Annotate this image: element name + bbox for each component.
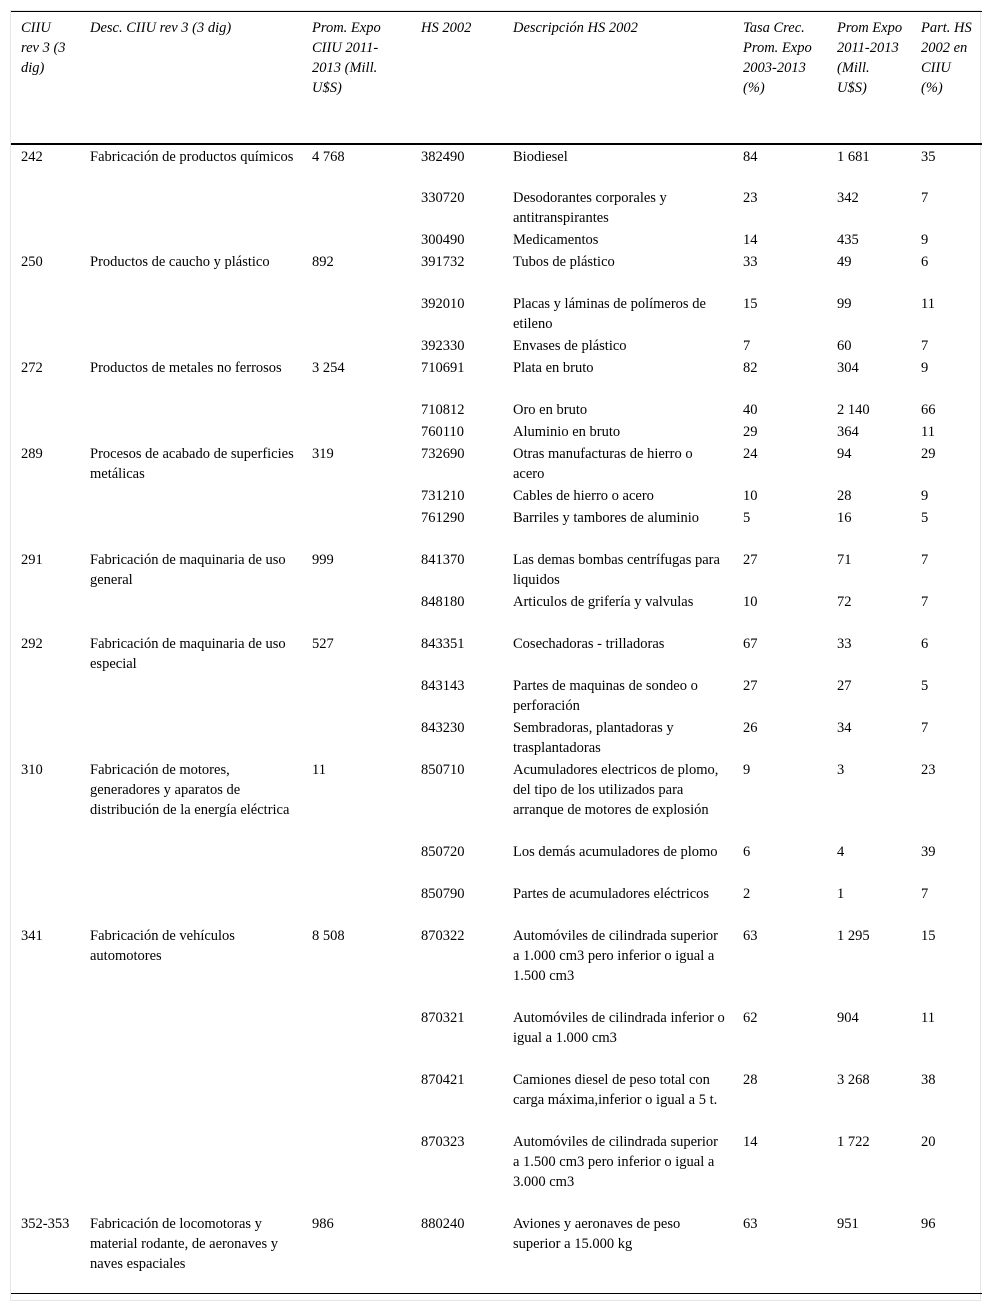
cell-tasa-crec: 14 <box>743 231 758 248</box>
cell-prom-expo-hs: 34 <box>837 719 852 736</box>
cell-prom-expo-ciiu <box>302 716 411 758</box>
cell-ciiu: 250 <box>21 253 43 270</box>
cell-prom-expo-ciiu <box>302 228 411 250</box>
table-row <box>11 1212 982 1294</box>
table-row <box>11 442 982 484</box>
table-row <box>11 590 982 632</box>
cell-desc-ciiu: Productos de metales no ferrosos <box>90 359 282 376</box>
cell-hs: 300490 <box>421 231 465 248</box>
cell-part-hs: 29 <box>921 445 936 462</box>
cell-hs: 870322 <box>421 927 465 944</box>
table-container <box>10 10 981 1301</box>
table-row <box>11 1068 982 1130</box>
cell-prom-expo-hs: 72 <box>837 593 852 610</box>
cell-ciiu <box>11 1006 80 1068</box>
table-row <box>11 840 982 882</box>
cell-desc-hs: Plata en bruto <box>513 359 594 376</box>
table-row <box>11 548 982 590</box>
cell-hs: 870323 <box>421 1133 465 1150</box>
cell-part-hs: 7 <box>921 593 929 610</box>
cell-prom-expo-hs: 49 <box>837 253 852 270</box>
cell-ciiu <box>11 716 80 758</box>
cell-ciiu <box>11 1068 80 1130</box>
cell-prom-expo-ciiu: 527 <box>312 635 334 652</box>
cell-desc-hs: Cables de hierro o acero <box>513 487 654 504</box>
cell-desc-hs: Tubos de plástico <box>513 253 615 270</box>
cell-desc-ciiu <box>80 506 302 548</box>
cell-tasa-crec: 29 <box>743 423 758 440</box>
cell-desc-ciiu <box>80 334 302 356</box>
cell-prom-expo-hs: 364 <box>837 423 859 440</box>
cell-desc-hs: Camiones diesel de peso total con carga máxima,inferior o igual a 5 t. <box>513 1071 718 1108</box>
cell-desc-ciiu <box>80 292 302 334</box>
cell-prom-expo-ciiu <box>302 1130 411 1212</box>
cell-desc-hs: Medicamentos <box>513 231 599 248</box>
table-row <box>11 334 982 356</box>
cell-desc-hs: Automóviles de cilindrada superior a 1.500 cm3 pero inferior o igual a 3.000 cm3 <box>513 1133 718 1190</box>
cell-desc-hs: Las demas bombas centrífugas para liquidos <box>513 551 720 588</box>
cell-hs: 330720 <box>421 189 465 206</box>
cell-prom-expo-ciiu: 986 <box>302 1212 411 1294</box>
cell-hs: 760110 <box>421 423 464 440</box>
cell-part-hs: 11 <box>921 1009 935 1026</box>
cell-desc-ciiu: Fabricación de maquinaria de uso especial <box>90 635 286 672</box>
cell-tasa-crec: 5 <box>743 509 751 526</box>
header-row <box>11 12 982 144</box>
cell-tasa-crec: 84 <box>743 148 758 165</box>
cell-desc-ciiu <box>80 1006 302 1068</box>
cell-ciiu <box>11 334 80 356</box>
cell-prom-expo-hs: 435 <box>837 231 859 248</box>
header-ciiu: CIIU rev 3 (3 dig) <box>11 12 80 144</box>
cell-hs: 841370 <box>421 551 465 568</box>
cell-hs: 392010 <box>421 295 465 312</box>
cell-desc-ciiu <box>80 186 302 228</box>
cell-desc-hs: Acumuladores electricos de plomo, del tipo de los utilizados para arranque de motores de explosión <box>513 761 719 818</box>
cell-desc-hs: Automóviles de cilindrada inferior o igual a 1.000 cm3 <box>513 1009 725 1046</box>
cell-tasa-crec: 9 <box>743 761 751 778</box>
cell-ciiu <box>11 590 80 632</box>
header-tasa-crec: Tasa Crec. Prom. Expo 2003-2013 (%) <box>733 12 827 144</box>
cell-prom-expo-ciiu <box>302 506 411 548</box>
cell-desc-ciiu <box>80 398 302 420</box>
cell-prom-expo-hs: 94 <box>837 445 852 462</box>
table-row <box>11 420 982 442</box>
cell-ciiu <box>11 840 80 882</box>
table-row <box>11 356 982 398</box>
table-header <box>11 12 982 144</box>
cell-desc-hs: Otras manufacturas de hierro o acero <box>513 445 693 482</box>
cell-part-hs: 20 <box>921 1133 936 1150</box>
cell-prom-expo-hs: 1 681 <box>837 148 870 165</box>
cell-tasa-crec: 10 <box>743 487 758 504</box>
cell-desc-hs: Aviones y aeronaves de peso superior a 15.000 kg <box>503 1212 733 1294</box>
cell-hs: 710812 <box>421 401 465 418</box>
cell-hs: 382490 <box>421 148 465 165</box>
cell-ciiu <box>11 1130 80 1212</box>
cell-prom-expo-hs: 951 <box>827 1212 911 1294</box>
table-row <box>11 398 982 420</box>
cell-hs: 732690 <box>421 445 465 462</box>
cell-hs: 870321 <box>421 1009 465 1026</box>
cell-prom-expo-ciiu <box>302 398 411 420</box>
table-row <box>11 924 982 1006</box>
cell-prom-expo-hs: 16 <box>837 509 852 526</box>
cell-prom-expo-ciiu <box>302 186 411 228</box>
cell-tasa-crec: 14 <box>743 1133 758 1150</box>
cell-desc-ciiu <box>80 1068 302 1130</box>
cell-desc-hs: Oro en bruto <box>513 401 588 418</box>
cell-part-hs: 23 <box>921 761 936 778</box>
cell-ciiu <box>11 484 80 506</box>
cell-desc-hs: Automóviles de cilindrada superior a 1.000 cm3 pero inferior o igual a 1.500 cm3 <box>513 927 718 984</box>
cell-desc-ciiu: Fabricación de maquinaria de uso general <box>90 551 286 588</box>
cell-part-hs: 96 <box>911 1212 982 1294</box>
cell-part-hs: 7 <box>921 189 929 206</box>
header-prom-expo-hs: Prom Expo 2011-2013 (Mill. U$S) <box>827 12 911 144</box>
cell-prom-expo-ciiu: 8 508 <box>312 927 345 944</box>
cell-part-hs: 15 <box>921 927 936 944</box>
cell-desc-hs: Articulos de grifería y valvulas <box>513 593 694 610</box>
table-row <box>11 228 982 250</box>
cell-tasa-crec: 2 <box>743 885 751 902</box>
cell-prom-expo-ciiu: 892 <box>312 253 334 270</box>
cell-prom-expo-hs: 1 <box>837 885 845 902</box>
cell-part-hs: 6 <box>921 253 929 270</box>
cell-ciiu: 291 <box>21 551 43 568</box>
cell-ciiu: 242 <box>21 148 43 165</box>
cell-part-hs: 7 <box>921 719 929 736</box>
cell-hs: 392330 <box>421 337 465 354</box>
cell-tasa-crec: 28 <box>743 1071 758 1088</box>
cell-ciiu <box>11 292 80 334</box>
cell-prom-expo-ciiu: 4 768 <box>312 148 345 165</box>
cell-ciiu: 341 <box>21 927 43 944</box>
cell-hs: 880240 <box>411 1212 503 1294</box>
cell-desc-ciiu <box>80 420 302 442</box>
cell-part-hs: 9 <box>921 359 929 376</box>
table-row <box>11 186 982 228</box>
cell-desc-hs: Envases de plástico <box>513 337 627 354</box>
cell-prom-expo-hs: 304 <box>837 359 859 376</box>
cell-tasa-crec: 6 <box>743 843 751 860</box>
cell-prom-expo-ciiu <box>302 1006 411 1068</box>
cell-ciiu <box>11 228 80 250</box>
cell-tasa-crec: 67 <box>743 635 758 652</box>
cell-prom-expo-hs: 4 <box>837 843 845 860</box>
cell-part-hs: 7 <box>921 337 929 354</box>
cell-desc-ciiu <box>80 1130 302 1212</box>
cell-ciiu <box>11 882 80 924</box>
cell-part-hs: 35 <box>921 148 936 165</box>
cell-tasa-crec: 63 <box>743 927 758 944</box>
cell-ciiu: 310 <box>21 761 43 778</box>
cell-prom-expo-ciiu <box>302 420 411 442</box>
cell-tasa-crec: 82 <box>743 359 758 376</box>
cell-desc-ciiu: Fabricación de motores, generadores y aparatos de distribución de la energía eléctrica <box>90 761 290 818</box>
cell-tasa-crec: 24 <box>743 445 758 462</box>
cell-prom-expo-ciiu <box>302 840 411 882</box>
table-row <box>11 144 982 186</box>
cell-prom-expo-ciiu <box>302 1068 411 1130</box>
cell-desc-ciiu <box>80 590 302 632</box>
cell-desc-ciiu <box>80 484 302 506</box>
cell-prom-expo-hs: 342 <box>837 189 859 206</box>
cell-ciiu: 292 <box>21 635 43 652</box>
cell-hs: 850790 <box>421 885 465 902</box>
cell-hs: 843230 <box>421 719 465 736</box>
cell-desc-ciiu: Fabricación de productos químicos <box>90 148 294 165</box>
cell-tasa-crec: 62 <box>743 1009 758 1026</box>
table-row <box>11 674 982 716</box>
header-desc-hs: Descripción HS 2002 <box>503 12 733 144</box>
cell-ciiu <box>11 420 80 442</box>
cell-part-hs: 7 <box>921 885 929 902</box>
cell-ciiu <box>11 674 80 716</box>
cell-tasa-crec: 15 <box>743 295 758 312</box>
cell-hs: 843351 <box>421 635 465 652</box>
cell-desc-hs: Sembradoras, plantadoras y trasplantadoras <box>513 719 674 756</box>
cell-tasa-crec: 63 <box>733 1212 827 1294</box>
cell-hs: 391732 <box>421 253 465 270</box>
cell-desc-ciiu <box>80 840 302 882</box>
cell-prom-expo-hs: 28 <box>837 487 852 504</box>
cell-ciiu: 352-353 <box>11 1212 80 1294</box>
header-prom-expo-ciiu: Prom. Expo CIIU 2011-2013 (Mill. U$S) <box>302 12 411 144</box>
table-row <box>11 1006 982 1068</box>
cell-part-hs: 38 <box>921 1071 936 1088</box>
cell-tasa-crec: 23 <box>743 189 758 206</box>
header-part-hs: Part. HS 2002 en CIIU (%) <box>911 12 982 144</box>
cell-hs: 710691 <box>421 359 465 376</box>
table-row <box>11 292 982 334</box>
cell-tasa-crec: 10 <box>743 593 758 610</box>
cell-desc-hs: Aluminio en bruto <box>513 423 621 440</box>
cell-tasa-crec: 26 <box>743 719 758 736</box>
cell-part-hs: 66 <box>921 401 936 418</box>
cell-desc-ciiu <box>80 882 302 924</box>
cell-hs: 850720 <box>421 843 465 860</box>
cell-part-hs: 11 <box>921 295 935 312</box>
table-row <box>11 484 982 506</box>
cell-tasa-crec: 27 <box>743 551 758 568</box>
cell-ciiu <box>11 506 80 548</box>
cell-prom-expo-hs: 27 <box>837 677 852 694</box>
cell-prom-expo-hs: 3 268 <box>837 1071 870 1088</box>
cell-desc-hs: Los demás acumuladores de plomo <box>513 843 718 860</box>
cell-hs: 850710 <box>421 761 465 778</box>
cell-part-hs: 39 <box>921 843 936 860</box>
cell-prom-expo-ciiu <box>302 484 411 506</box>
cell-prom-expo-hs: 99 <box>837 295 852 312</box>
cell-prom-expo-hs: 1 295 <box>837 927 870 944</box>
cell-prom-expo-hs: 1 722 <box>837 1133 870 1150</box>
cell-part-hs: 9 <box>921 231 929 248</box>
cell-hs: 848180 <box>421 593 465 610</box>
cell-part-hs: 7 <box>921 551 929 568</box>
cell-prom-expo-ciiu: 11 <box>312 761 326 778</box>
cell-desc-ciiu: Fabricación de locomotoras y material rodante, de aeronaves y naves espaciales <box>80 1212 302 1294</box>
cell-ciiu <box>11 186 80 228</box>
table-row <box>11 632 982 674</box>
table-row <box>11 882 982 924</box>
cell-desc-ciiu: Productos de caucho y plástico <box>90 253 270 270</box>
cell-ciiu: 289 <box>21 445 43 462</box>
cell-desc-hs: Cosechadoras - trilladoras <box>513 635 665 652</box>
cell-hs: 870421 <box>421 1071 465 1088</box>
table-row <box>11 506 982 548</box>
cell-ciiu: 272 <box>21 359 43 376</box>
cell-prom-expo-ciiu <box>302 882 411 924</box>
cell-prom-expo-hs: 3 <box>837 761 845 778</box>
cell-prom-expo-ciiu: 999 <box>312 551 334 568</box>
table-row <box>11 250 982 292</box>
cell-hs: 731210 <box>421 487 465 504</box>
cell-desc-hs: Placas y láminas de polímeros de etileno <box>513 295 706 332</box>
cell-prom-expo-ciiu <box>302 292 411 334</box>
cell-hs: 843143 <box>421 677 465 694</box>
cell-desc-hs: Partes de acumuladores eléctricos <box>513 885 710 902</box>
cell-prom-expo-hs: 71 <box>837 551 852 568</box>
cell-desc-ciiu <box>80 228 302 250</box>
cell-prom-expo-hs: 60 <box>837 337 852 354</box>
cell-prom-expo-ciiu: 319 <box>312 445 334 462</box>
cell-tasa-crec: 7 <box>743 337 751 354</box>
cell-ciiu <box>11 398 80 420</box>
cell-prom-expo-ciiu <box>302 590 411 632</box>
cell-desc-ciiu: Procesos de acabado de superficies metálicas <box>90 445 294 482</box>
cell-prom-expo-hs: 33 <box>837 635 852 652</box>
cell-part-hs: 5 <box>921 509 929 526</box>
cell-tasa-crec: 27 <box>743 677 758 694</box>
header-desc-ciiu: Desc. CIIU rev 3 (3 dig) <box>80 12 302 144</box>
cell-desc-ciiu <box>80 716 302 758</box>
cell-prom-expo-ciiu <box>302 334 411 356</box>
cell-desc-ciiu: Fabricación de vehículos automotores <box>90 927 235 964</box>
cell-part-hs: 6 <box>921 635 929 652</box>
cell-tasa-crec: 40 <box>743 401 758 418</box>
cell-part-hs: 11 <box>921 423 935 440</box>
cell-tasa-crec: 33 <box>743 253 758 270</box>
cell-desc-hs: Biodiesel <box>513 148 568 165</box>
export-table <box>11 11 982 1294</box>
cell-hs: 761290 <box>421 509 465 526</box>
table-body <box>11 144 982 1294</box>
table-row <box>11 1130 982 1212</box>
table-row <box>11 716 982 758</box>
cell-prom-expo-ciiu <box>302 674 411 716</box>
table-row <box>11 758 982 840</box>
cell-desc-ciiu <box>80 674 302 716</box>
cell-part-hs: 5 <box>921 677 929 694</box>
cell-desc-hs: Desodorantes corporales y antitranspirantes <box>513 189 667 226</box>
cell-desc-hs: Barriles y tambores de aluminio <box>513 509 700 526</box>
cell-prom-expo-ciiu: 3 254 <box>312 359 345 376</box>
cell-prom-expo-hs: 2 140 <box>837 401 870 418</box>
cell-prom-expo-hs: 904 <box>837 1009 859 1026</box>
cell-desc-hs: Partes de maquinas de sondeo o perforación <box>513 677 698 714</box>
header-hs: HS 2002 <box>411 12 503 144</box>
cell-part-hs: 9 <box>921 487 929 504</box>
